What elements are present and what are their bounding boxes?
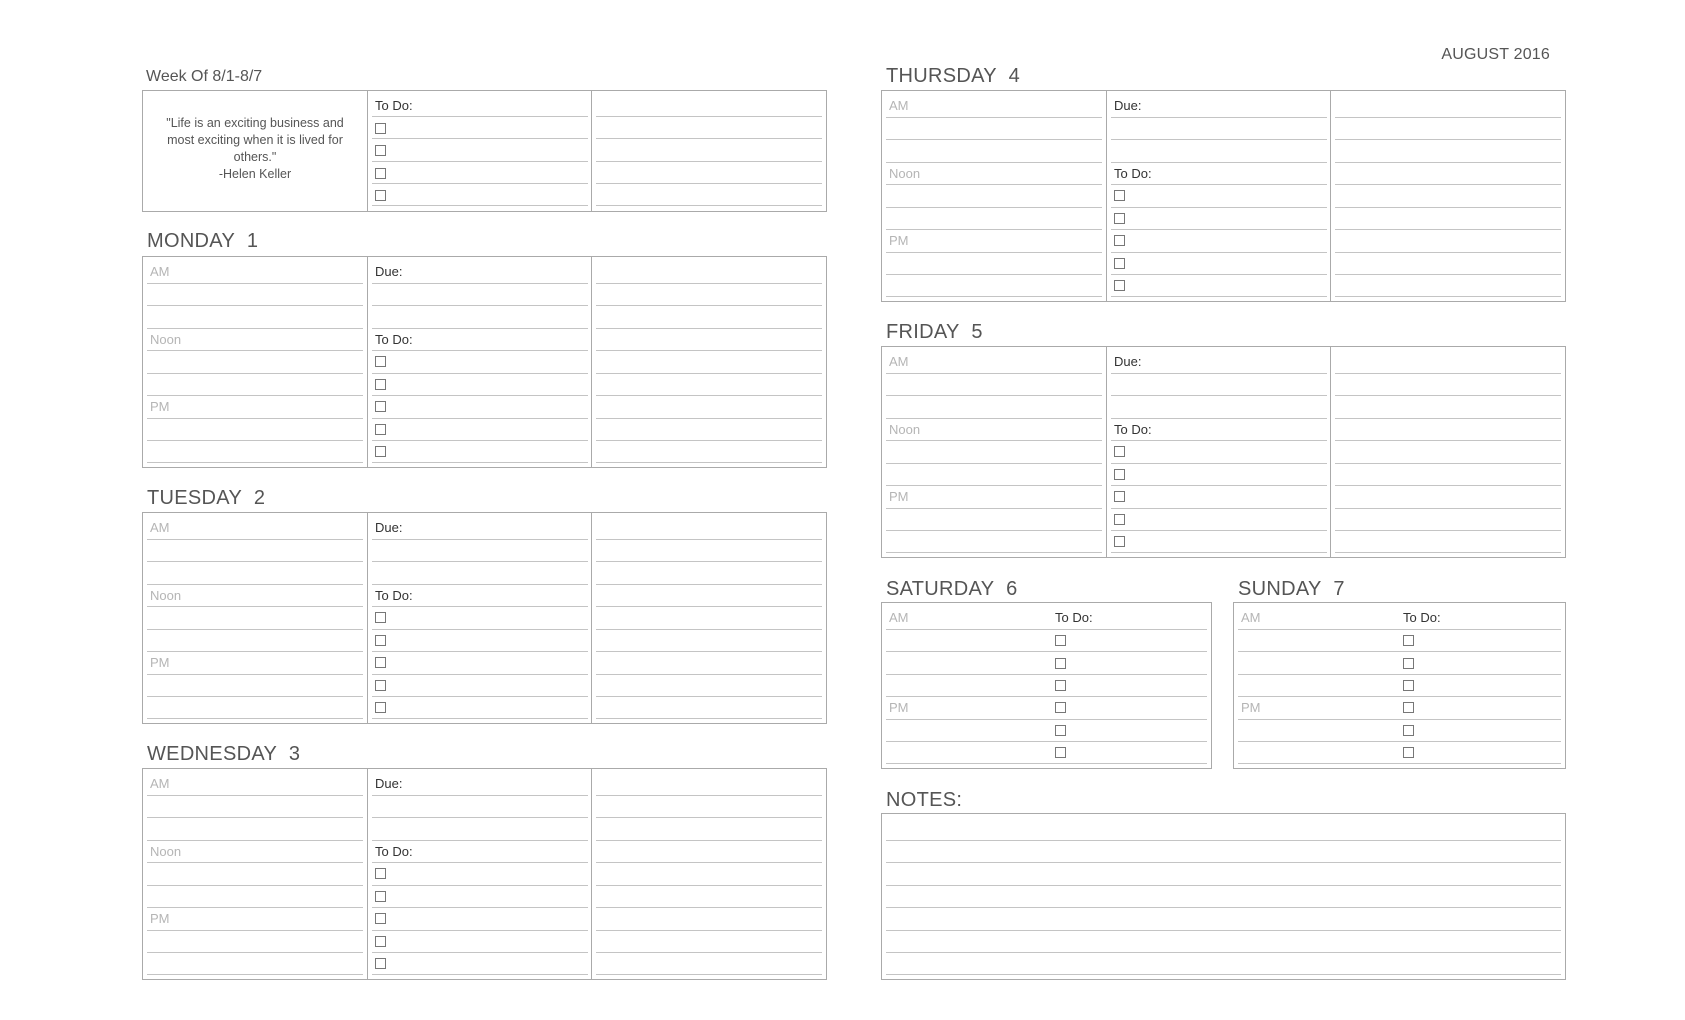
line	[1335, 508, 1561, 509]
line	[596, 907, 822, 908]
line	[147, 283, 363, 284]
line	[1238, 674, 1561, 675]
line	[886, 440, 1102, 441]
line	[1111, 229, 1327, 230]
line	[1111, 252, 1327, 253]
line	[147, 561, 363, 562]
line	[147, 305, 363, 306]
line	[886, 862, 1561, 863]
notes-column	[591, 513, 826, 723]
tasks-column	[1106, 91, 1331, 301]
todo-label: To Do:	[375, 332, 413, 347]
schedule-column	[1234, 603, 1565, 768]
monday-box	[142, 256, 827, 468]
line	[372, 795, 588, 796]
checkbox[interactable]	[1055, 725, 1066, 736]
checkbox[interactable]	[375, 635, 386, 646]
checkbox[interactable]	[375, 356, 386, 367]
checkbox[interactable]	[375, 379, 386, 390]
line	[596, 795, 822, 796]
checkbox[interactable]	[1055, 680, 1066, 691]
line	[147, 328, 363, 329]
line	[1238, 719, 1561, 720]
checkbox[interactable]	[1403, 680, 1414, 691]
line	[1111, 162, 1327, 163]
day-date: 3	[288, 743, 301, 765]
checkbox[interactable]	[375, 612, 386, 623]
line	[1111, 508, 1327, 509]
notes-box[interactable]	[881, 813, 1566, 980]
line	[1111, 440, 1327, 441]
line	[1335, 207, 1561, 208]
line	[886, 373, 1102, 374]
line	[1111, 274, 1327, 275]
saturday-heading	[886, 578, 1018, 600]
line	[886, 296, 1102, 297]
line	[147, 795, 363, 796]
checkbox[interactable]	[1055, 658, 1066, 669]
line	[147, 674, 363, 675]
day-date: 4	[1008, 65, 1021, 87]
quote-author: -Helen Keller	[218, 167, 292, 181]
line	[372, 395, 588, 396]
line	[596, 930, 822, 931]
schedule-column	[882, 603, 1211, 768]
day-date: 5	[971, 321, 983, 343]
schedule-column	[143, 513, 367, 723]
line	[1111, 395, 1327, 396]
line	[596, 395, 822, 396]
line	[147, 395, 363, 396]
noon-label: Noon	[889, 422, 921, 437]
line	[372, 817, 588, 818]
line	[147, 974, 363, 975]
day-date: 1	[246, 230, 259, 252]
line	[596, 651, 822, 652]
day-date: 7	[1333, 578, 1345, 600]
line	[372, 561, 588, 562]
am-label: AM	[150, 264, 170, 279]
line	[372, 283, 588, 284]
checkbox[interactable]	[375, 401, 386, 412]
am-label: AM	[889, 610, 909, 625]
todo-label: To Do:	[1114, 166, 1152, 181]
line	[147, 718, 363, 719]
line	[886, 840, 1561, 841]
line	[372, 885, 588, 886]
line	[1335, 552, 1561, 553]
line	[596, 974, 822, 975]
line	[886, 274, 1102, 275]
checkbox[interactable]	[375, 680, 386, 691]
line	[596, 952, 822, 953]
day-date: 6	[1006, 578, 1018, 600]
tuesday-box	[142, 512, 827, 724]
line	[886, 952, 1561, 953]
line	[886, 229, 1102, 230]
week-todo-label: To Do:	[375, 98, 413, 113]
line	[886, 674, 1207, 675]
line	[596, 629, 822, 630]
line	[147, 696, 363, 697]
line	[1335, 184, 1561, 185]
line	[596, 328, 822, 329]
checkbox[interactable]	[375, 702, 386, 713]
checkbox[interactable]	[375, 936, 386, 947]
line	[886, 395, 1102, 396]
line	[596, 440, 822, 441]
checkbox[interactable]	[1403, 725, 1414, 736]
wednesday-heading	[147, 743, 300, 765]
friday-box	[881, 346, 1566, 558]
line	[596, 561, 822, 562]
line	[147, 584, 363, 585]
noon-label: Noon	[889, 166, 921, 181]
line	[596, 161, 822, 162]
quote	[151, 115, 359, 183]
line	[147, 440, 363, 441]
checkbox[interactable]	[1114, 258, 1125, 269]
line	[147, 651, 363, 652]
day-name: SUNDAY	[1238, 578, 1322, 600]
line	[1111, 485, 1327, 486]
pm-label: PM	[889, 700, 909, 715]
line	[372, 584, 588, 585]
line	[147, 373, 363, 374]
noon-label: Noon	[150, 844, 182, 859]
due-label: Due:	[375, 264, 403, 279]
pm-label: PM	[150, 655, 170, 670]
checkbox[interactable]	[1114, 514, 1125, 525]
checkbox[interactable]	[1403, 702, 1414, 713]
line	[886, 719, 1207, 720]
checkbox[interactable]	[1403, 747, 1414, 758]
line	[372, 418, 588, 419]
line	[886, 463, 1102, 464]
day-name: FRIDAY	[886, 321, 960, 343]
line	[1111, 418, 1327, 419]
line	[372, 696, 588, 697]
line	[886, 696, 1207, 697]
wednesday-box	[142, 768, 827, 980]
line	[372, 674, 588, 675]
line	[596, 116, 822, 117]
checkbox[interactable]	[1403, 658, 1414, 669]
line	[147, 606, 363, 607]
line	[372, 350, 588, 351]
checkbox[interactable]	[375, 913, 386, 924]
line	[596, 718, 822, 719]
line	[596, 674, 822, 675]
pm-label: PM	[889, 489, 909, 504]
notes-column	[591, 769, 826, 979]
line	[147, 930, 363, 931]
line	[1238, 741, 1561, 742]
line	[372, 629, 588, 630]
line	[372, 952, 588, 953]
pm-label: PM	[150, 911, 170, 926]
checkbox[interactable]	[375, 123, 386, 134]
week-overview-box	[142, 90, 827, 212]
schedule-column	[143, 257, 367, 467]
noon-label: Noon	[150, 588, 182, 603]
checkbox[interactable]	[375, 657, 386, 668]
notes-column	[1330, 347, 1565, 557]
line	[372, 183, 588, 184]
line	[886, 139, 1102, 140]
line	[1238, 763, 1561, 764]
am-label: AM	[1241, 610, 1261, 625]
notes-heading: NOTES:	[886, 789, 963, 811]
line	[596, 373, 822, 374]
line	[1335, 440, 1561, 441]
day-name: TUESDAY	[147, 487, 243, 509]
todo-label: To Do:	[1055, 610, 1093, 625]
line	[147, 629, 363, 630]
line	[1335, 463, 1561, 464]
pm-label: PM	[889, 233, 909, 248]
schedule-column	[882, 91, 1106, 301]
line	[372, 840, 588, 841]
line	[1111, 184, 1327, 185]
friday-heading	[886, 321, 983, 343]
line	[1238, 629, 1561, 630]
checkbox[interactable]	[1055, 702, 1066, 713]
line	[372, 606, 588, 607]
line	[147, 462, 363, 463]
line	[1111, 530, 1327, 531]
line	[886, 629, 1207, 630]
thursday-box	[881, 90, 1566, 302]
line	[372, 161, 588, 162]
day-name: WEDNESDAY	[147, 743, 278, 765]
day-name: THURSDAY	[886, 65, 997, 87]
line	[596, 138, 822, 139]
line	[596, 584, 822, 585]
line	[1111, 139, 1327, 140]
checkbox[interactable]	[1114, 280, 1125, 291]
day-date: 2	[253, 487, 266, 509]
line	[596, 462, 822, 463]
checkbox[interactable]	[1114, 491, 1125, 502]
line	[372, 718, 588, 719]
week-of-title: Week Of 8/1-8/7	[146, 68, 263, 85]
notes-column	[1330, 91, 1565, 301]
tasks-column	[367, 257, 592, 467]
line	[886, 162, 1102, 163]
line	[1238, 696, 1561, 697]
line	[596, 840, 822, 841]
line	[372, 539, 588, 540]
am-label: AM	[889, 98, 909, 113]
checkbox[interactable]	[1114, 235, 1125, 246]
todo-label: To Do:	[1403, 610, 1441, 625]
line	[1335, 530, 1561, 531]
line	[1335, 296, 1561, 297]
line	[596, 183, 822, 184]
tasks-column	[1106, 347, 1331, 557]
line	[147, 539, 363, 540]
checkbox[interactable]	[1114, 536, 1125, 547]
todo-label: To Do:	[1114, 422, 1152, 437]
line	[886, 485, 1102, 486]
line	[596, 205, 822, 206]
line	[147, 350, 363, 351]
quote-text: "Life is an exciting business and most exciting when it is lived for others."	[166, 116, 344, 164]
quote-column	[143, 91, 367, 211]
line	[147, 862, 363, 863]
line	[596, 885, 822, 886]
checkbox[interactable]	[1055, 635, 1066, 646]
checkbox[interactable]	[375, 891, 386, 902]
line	[1111, 552, 1327, 553]
line	[596, 539, 822, 540]
tuesday-heading	[147, 487, 265, 509]
line	[372, 462, 588, 463]
week-todo-column	[367, 91, 592, 211]
week-notes-column	[591, 91, 826, 211]
line	[372, 305, 588, 306]
line	[886, 207, 1102, 208]
line	[886, 763, 1207, 764]
line	[886, 530, 1102, 531]
line	[886, 252, 1102, 253]
schedule-column	[143, 769, 367, 979]
thursday-heading	[886, 65, 1020, 87]
noon-label: Noon	[150, 332, 182, 347]
line	[886, 508, 1102, 509]
line	[886, 651, 1207, 652]
line	[1335, 373, 1561, 374]
line	[596, 350, 822, 351]
sunday-box	[1233, 602, 1566, 769]
monday-heading	[147, 230, 258, 252]
line	[147, 840, 363, 841]
line	[147, 907, 363, 908]
checkbox[interactable]	[375, 424, 386, 435]
checkbox[interactable]	[1114, 213, 1125, 224]
line	[1335, 418, 1561, 419]
line	[1238, 651, 1561, 652]
line	[147, 885, 363, 886]
todo-label: To Do:	[375, 588, 413, 603]
checkbox[interactable]	[1055, 747, 1066, 758]
checkbox[interactable]	[375, 958, 386, 969]
am-label: AM	[150, 776, 170, 791]
due-label: Due:	[375, 776, 403, 791]
due-label: Due:	[375, 520, 403, 535]
am-label: AM	[150, 520, 170, 535]
line	[1111, 463, 1327, 464]
line	[886, 885, 1561, 886]
line	[886, 974, 1561, 975]
notes-column	[591, 257, 826, 467]
line	[1111, 207, 1327, 208]
line	[147, 418, 363, 419]
line	[1335, 229, 1561, 230]
checkbox[interactable]	[375, 446, 386, 457]
line	[1111, 373, 1327, 374]
line	[147, 817, 363, 818]
line	[1335, 117, 1561, 118]
line	[596, 817, 822, 818]
due-label: Due:	[1114, 98, 1142, 113]
line	[596, 696, 822, 697]
line	[886, 184, 1102, 185]
todo-label: To Do:	[375, 844, 413, 859]
line	[372, 651, 588, 652]
line	[1335, 252, 1561, 253]
line	[372, 328, 588, 329]
checkbox[interactable]	[1114, 190, 1125, 201]
line	[1335, 274, 1561, 275]
saturday-box	[881, 602, 1212, 769]
checkbox[interactable]	[375, 868, 386, 879]
line	[886, 418, 1102, 419]
checkbox[interactable]	[1114, 446, 1125, 457]
day-name: SATURDAY	[886, 578, 995, 600]
line	[886, 117, 1102, 118]
month-label: AUGUST 2016	[1441, 46, 1550, 63]
line	[596, 606, 822, 607]
checkbox[interactable]	[375, 145, 386, 156]
am-label: AM	[889, 354, 909, 369]
line	[596, 862, 822, 863]
line	[1335, 139, 1561, 140]
line	[596, 283, 822, 284]
sunday-heading	[1238, 578, 1345, 600]
tasks-column	[367, 513, 592, 723]
line	[372, 116, 588, 117]
line	[596, 418, 822, 419]
line	[372, 930, 588, 931]
pm-label: PM	[1241, 700, 1261, 715]
day-name: MONDAY	[147, 230, 236, 252]
line	[372, 862, 588, 863]
line	[1335, 395, 1561, 396]
line	[372, 205, 588, 206]
line	[1111, 117, 1327, 118]
pm-label: PM	[150, 399, 170, 414]
line	[1111, 296, 1327, 297]
schedule-column	[882, 347, 1106, 557]
line	[372, 138, 588, 139]
line	[372, 974, 588, 975]
line	[886, 930, 1561, 931]
checkbox[interactable]	[375, 168, 386, 179]
line	[372, 440, 588, 441]
checkbox[interactable]	[375, 190, 386, 201]
line	[1335, 485, 1561, 486]
due-label: Due:	[1114, 354, 1142, 369]
line	[372, 373, 588, 374]
line	[372, 907, 588, 908]
checkbox[interactable]	[1114, 469, 1125, 480]
line	[886, 741, 1207, 742]
line	[886, 907, 1561, 908]
line	[147, 952, 363, 953]
line	[886, 552, 1102, 553]
checkbox[interactable]	[1403, 635, 1414, 646]
line	[1335, 162, 1561, 163]
line	[596, 305, 822, 306]
tasks-column	[367, 769, 592, 979]
